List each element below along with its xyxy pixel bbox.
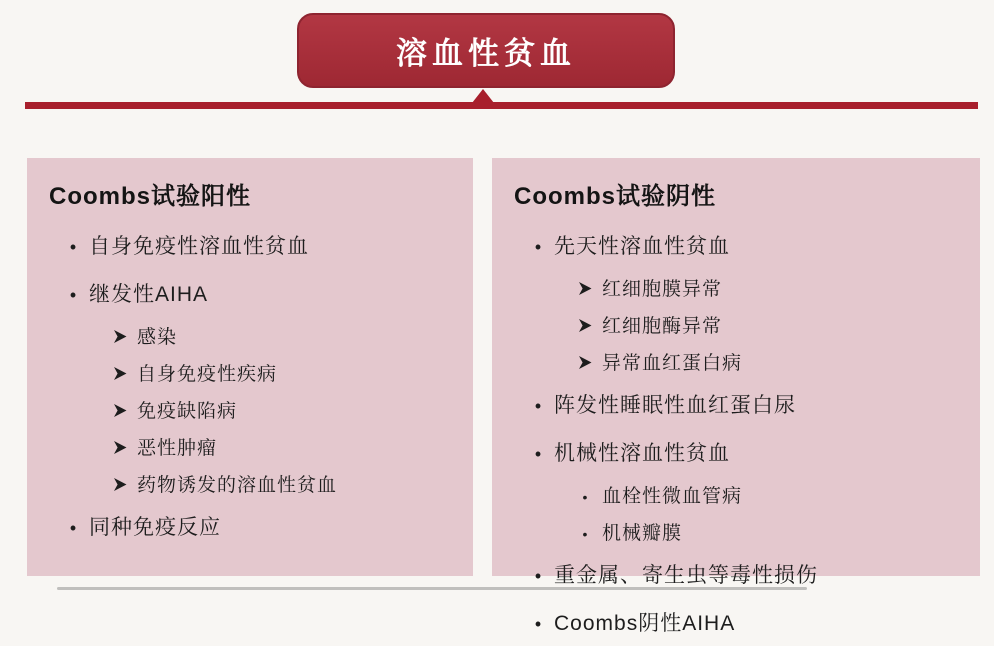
list-item-text: 阵发性睡眠性血红蛋白尿 xyxy=(554,394,796,417)
list-item-text: 药物诱发的溶血性贫血 xyxy=(137,475,338,496)
list-item xyxy=(45,221,455,269)
list-item-text: 继发性AIHA xyxy=(89,283,209,306)
page-title: 溶血性贫血 xyxy=(396,36,576,71)
list-item xyxy=(45,502,455,550)
list-item-text: 机械性溶血性贫血 xyxy=(554,442,730,465)
list-item-text: 先天性溶血性贫血 xyxy=(554,235,730,258)
list-item-text: 感染 xyxy=(137,327,178,348)
arrow-bullet-icon xyxy=(103,402,137,417)
list-item xyxy=(510,343,962,380)
list-item-text: 红细胞膜异常 xyxy=(602,279,723,300)
dot-bullet-icon: • xyxy=(534,396,542,416)
list-item xyxy=(510,221,962,269)
dot-bullet-icon: • xyxy=(582,526,588,542)
list-item-text: 重金属、寄生虫等毒性损伤 xyxy=(554,564,818,587)
list-item-text: Coombs阴性AIHA xyxy=(554,612,736,635)
panel-coombs-positive xyxy=(27,158,473,576)
list-item-text: 机械瓣膜 xyxy=(602,523,683,544)
list-item-text: 自身免疫性溶血性贫血 xyxy=(89,235,309,258)
list-item xyxy=(45,317,455,354)
list-item xyxy=(45,465,455,502)
panel-header-negative: Coombs试验阴性 xyxy=(514,183,716,210)
dot-bullet-icon: • xyxy=(534,444,542,464)
panel-coombs-negative xyxy=(492,158,980,635)
dot-bullet-icon: • xyxy=(534,566,542,586)
panel-header-positive: Coombs试验阳性 xyxy=(49,183,251,210)
list-item xyxy=(510,513,962,550)
list-item xyxy=(45,428,455,465)
list-item xyxy=(510,380,962,428)
arrow-bullet-icon xyxy=(103,365,137,380)
dot-bullet-icon: • xyxy=(69,237,77,257)
list-item-text: 恶性肿瘤 xyxy=(137,438,218,459)
arrow-bullet-icon xyxy=(103,476,137,491)
list-item-text: 红细胞酶异常 xyxy=(602,316,723,337)
dot-bullet-icon: • xyxy=(582,489,588,505)
list-item xyxy=(510,598,962,646)
divider-line xyxy=(25,102,978,109)
dot-bullet-icon: • xyxy=(69,285,77,305)
list-item xyxy=(45,391,455,428)
dot-bullet-icon: • xyxy=(69,518,77,538)
list-item-text: 同种免疫反应 xyxy=(89,516,221,539)
column-list-1 xyxy=(510,221,962,646)
arrow-bullet-icon xyxy=(568,280,602,295)
list-item-text: 血栓性微血管病 xyxy=(602,486,743,507)
dot-bullet-icon: • xyxy=(534,237,542,257)
list-item xyxy=(510,269,962,306)
arrow-bullet-icon xyxy=(103,328,137,343)
list-item-text: 免疫缺陷病 xyxy=(137,401,238,422)
arrow-bullet-icon xyxy=(568,317,602,332)
list-item xyxy=(510,550,962,598)
list-item-text: 自身免疫性疾病 xyxy=(137,364,278,385)
title-banner xyxy=(297,13,675,88)
list-item-text: 异常血红蛋白病 xyxy=(602,353,743,374)
list-item xyxy=(45,269,455,317)
column-list-0 xyxy=(45,221,455,550)
list-item xyxy=(45,354,455,391)
dot-bullet-icon: • xyxy=(534,614,542,634)
arrow-bullet-icon xyxy=(103,439,137,454)
list-item xyxy=(510,476,962,513)
list-item xyxy=(510,428,962,476)
pointer-triangle-icon xyxy=(472,89,494,103)
list-item xyxy=(510,306,962,343)
arrow-bullet-icon xyxy=(568,354,602,369)
